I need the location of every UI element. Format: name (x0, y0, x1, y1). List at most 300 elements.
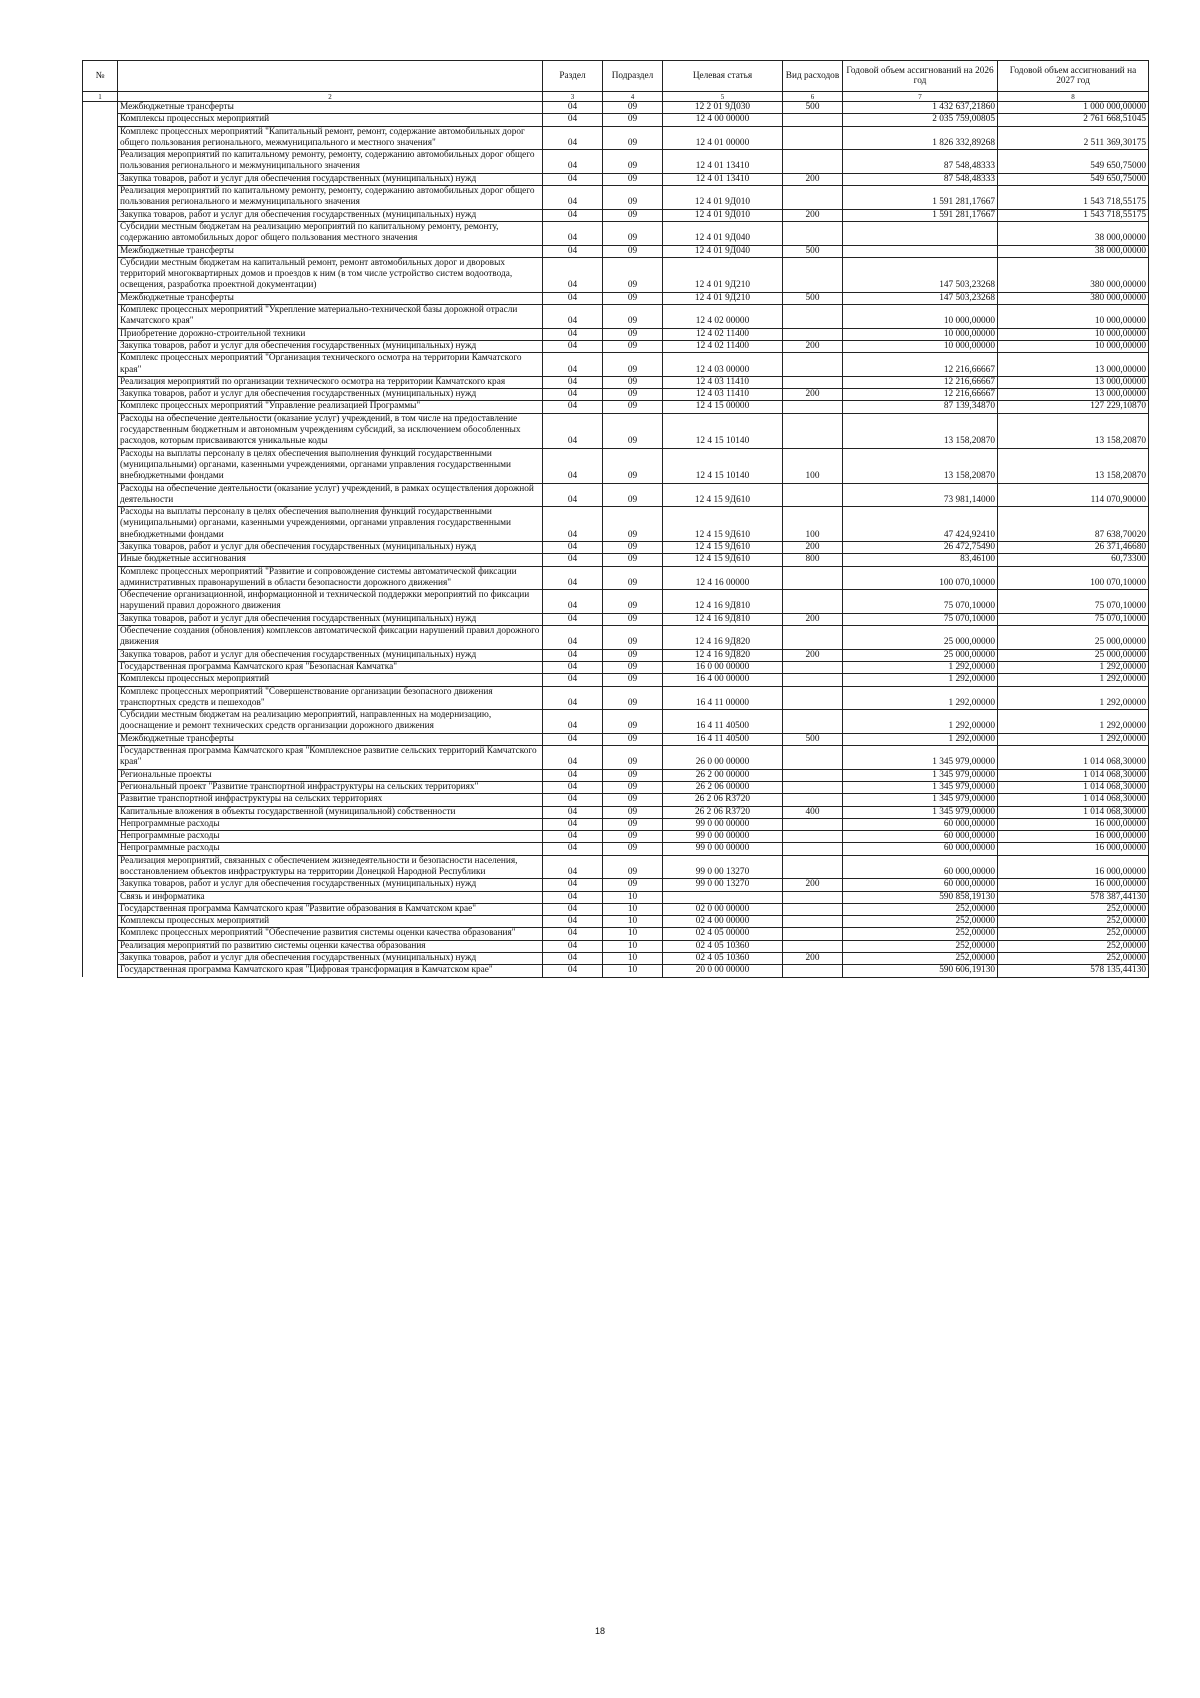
table-row (83, 940, 1149, 952)
table-row (83, 340, 1149, 352)
row-podrazdel-cell: 09 (603, 613, 663, 625)
row-amount-2026-cell: 83,46100 (843, 554, 998, 566)
row-amount-2026-cell: 147 503,23268 (843, 257, 998, 292)
row-amount-2027-cell: 75 070,10000 (998, 590, 1149, 614)
table-row (83, 376, 1149, 388)
row-podrazdel-cell: 09 (603, 353, 663, 377)
row-number-cell (83, 686, 118, 710)
row-name-cell: Капитальные вложения в объекты государственной (муниципальной) собственности (118, 806, 543, 818)
row-tselevaya-statya-cell: 12 4 03 11410 (663, 389, 783, 401)
table-row (83, 733, 1149, 745)
row-number-cell (83, 186, 118, 210)
row-vid-raskhodov-cell (783, 328, 843, 340)
row-vid-raskhodov-cell (783, 626, 843, 650)
row-tselevaya-statya-cell: 16 4 11 40500 (663, 710, 783, 734)
row-vid-raskhodov-cell (783, 566, 843, 590)
row-amount-2026-cell: 1 432 637,21860 (843, 102, 998, 114)
row-vid-raskhodov-cell: 200 (783, 953, 843, 965)
header-row (83, 61, 1149, 92)
row-amount-2027-cell: 16 000,00000 (998, 831, 1149, 843)
row-name-cell: Развитие транспортной инфраструктуры на сельских территориях (118, 794, 543, 806)
table-row (83, 855, 1149, 879)
row-number-cell (83, 507, 118, 542)
table-row (83, 746, 1149, 770)
row-vid-raskhodov-cell (783, 746, 843, 770)
row-razdel-cell: 04 (543, 733, 603, 745)
col-header-2027: Годовой объем ассигнований на 2027 год (998, 61, 1149, 92)
row-podrazdel-cell: 09 (603, 843, 663, 855)
row-number-cell (83, 674, 118, 686)
row-amount-2026-cell: 590 858,19130 (843, 891, 998, 903)
row-name-cell: Закупка товаров, работ и услуг для обеспечения государственных (муниципальных) нужд (118, 209, 543, 221)
row-tselevaya-statya-cell: 02 4 05 10360 (663, 940, 783, 952)
row-name-cell: Расходы на выплаты персоналу в целях обеспечения выполнения функций государственными (муниципальными) органами, казенными учреждениями, органами управления государственными внебюджетными фондами (118, 448, 543, 483)
row-podrazdel-cell: 09 (603, 831, 663, 843)
row-podrazdel-cell: 09 (603, 710, 663, 734)
row-razdel-cell: 04 (543, 221, 603, 245)
row-amount-2026-cell: 100 070,10000 (843, 566, 998, 590)
row-number-cell (83, 401, 118, 413)
row-vid-raskhodov-cell (783, 916, 843, 928)
table-row (83, 554, 1149, 566)
row-number-cell (83, 613, 118, 625)
col-number-8: 8 (998, 92, 1149, 102)
table-row (83, 126, 1149, 150)
row-tselevaya-statya-cell: 99 0 00 00000 (663, 831, 783, 843)
row-amount-2027-cell: 1 292,00000 (998, 710, 1149, 734)
row-razdel-cell: 04 (543, 340, 603, 352)
row-number-cell (83, 566, 118, 590)
row-amount-2027-cell: 1 543 718,55175 (998, 186, 1149, 210)
row-razdel-cell: 04 (543, 903, 603, 915)
row-podrazdel-cell: 09 (603, 413, 663, 448)
row-amount-2026-cell: 12 216,66667 (843, 376, 998, 388)
row-amount-2026-cell: 60 000,00000 (843, 843, 998, 855)
row-tselevaya-statya-cell: 12 4 15 9Д610 (663, 507, 783, 542)
row-tselevaya-statya-cell: 12 4 16 9Д820 (663, 626, 783, 650)
row-podrazdel-cell: 09 (603, 661, 663, 673)
row-number-cell (83, 746, 118, 770)
row-podrazdel-cell: 09 (603, 221, 663, 245)
row-podrazdel-cell: 09 (603, 186, 663, 210)
row-amount-2027-cell: 16 000,00000 (998, 818, 1149, 830)
row-vid-raskhodov-cell (783, 483, 843, 507)
row-amount-2026-cell: 1 345 979,00000 (843, 746, 998, 770)
row-vid-raskhodov-cell: 800 (783, 554, 843, 566)
row-razdel-cell: 04 (543, 328, 603, 340)
table-row (83, 916, 1149, 928)
row-name-cell: Реализация мероприятий, связанных с обеспечением жизнедеятельности и безопасности населения, восстановлением объектов инфраструктуры на территории Донецкой Народной Республики (118, 855, 543, 879)
row-razdel-cell: 04 (543, 507, 603, 542)
row-amount-2026-cell: 47 424,92410 (843, 507, 998, 542)
row-amount-2027-cell: 13 158,20870 (998, 413, 1149, 448)
row-vid-raskhodov-cell (783, 781, 843, 793)
row-podrazdel-cell: 09 (603, 806, 663, 818)
row-razdel-cell: 04 (543, 483, 603, 507)
row-name-cell: Обеспечение создания (обновления) комплексов автоматической фиксации нарушений правил дорожного движения (118, 626, 543, 650)
row-tselevaya-statya-cell: 12 4 16 9Д810 (663, 590, 783, 614)
row-amount-2027-cell: 60,73300 (998, 554, 1149, 566)
row-amount-2026-cell: 60 000,00000 (843, 855, 998, 879)
row-amount-2026-cell: 12 216,66667 (843, 353, 998, 377)
row-tselevaya-statya-cell: 12 4 01 9Д210 (663, 257, 783, 292)
row-podrazdel-cell: 09 (603, 566, 663, 590)
row-number-cell (83, 928, 118, 940)
row-vid-raskhodov-cell (783, 114, 843, 126)
row-amount-2027-cell: 2 511 369,30175 (998, 126, 1149, 150)
row-amount-2026-cell: 2 035 759,00805 (843, 114, 998, 126)
row-amount-2027-cell: 1 014 068,30000 (998, 769, 1149, 781)
table-row (83, 965, 1149, 977)
table-row (83, 541, 1149, 553)
row-name-cell: Расходы на выплаты персоналу в целях обеспечения выполнения функций государственными (муниципальными) органами, казенными учреждениями, органами управления государственными внебюджетными фондами (118, 507, 543, 542)
row-number-cell (83, 855, 118, 879)
row-amount-2027-cell: 252,00000 (998, 953, 1149, 965)
row-vid-raskhodov-cell (783, 353, 843, 377)
col-header-number: № (83, 61, 118, 92)
row-name-cell: Комплекс процессных мероприятий "Укрепление материально-технической базы дорожной отрасли Камчатского края" (118, 305, 543, 329)
row-name-cell: Иные бюджетные ассигнования (118, 554, 543, 566)
row-tselevaya-statya-cell: 02 4 05 10360 (663, 953, 783, 965)
row-podrazdel-cell: 09 (603, 305, 663, 329)
table-row (83, 413, 1149, 448)
table-row (83, 245, 1149, 257)
table-row (83, 448, 1149, 483)
row-tselevaya-statya-cell: 12 4 15 9Д610 (663, 541, 783, 553)
row-vid-raskhodov-cell: 500 (783, 292, 843, 304)
row-amount-2027-cell: 1 014 068,30000 (998, 781, 1149, 793)
row-tselevaya-statya-cell: 12 4 01 9Д040 (663, 221, 783, 245)
row-razdel-cell: 04 (543, 541, 603, 553)
row-number-cell (83, 794, 118, 806)
row-number-cell (83, 173, 118, 185)
row-razdel-cell: 04 (543, 916, 603, 928)
row-amount-2026-cell: 87 139,34870 (843, 401, 998, 413)
row-amount-2026-cell: 60 000,00000 (843, 831, 998, 843)
table-row (83, 292, 1149, 304)
table-row (83, 221, 1149, 245)
row-amount-2027-cell: 10 000,00000 (998, 305, 1149, 329)
table-row (83, 257, 1149, 292)
row-name-cell: Непрограммные расходы (118, 843, 543, 855)
table-row (83, 794, 1149, 806)
row-razdel-cell: 04 (543, 114, 603, 126)
row-name-cell: Приобретение дорожно-строительной техники (118, 328, 543, 340)
col-header-razdel: Раздел (543, 61, 603, 92)
row-name-cell: Комплекс процессных мероприятий "Совершенствование организации безопасного движения транспортных средств и пешеходов" (118, 686, 543, 710)
row-amount-2026-cell: 1 292,00000 (843, 733, 998, 745)
row-amount-2026-cell: 10 000,00000 (843, 305, 998, 329)
row-number-cell (83, 769, 118, 781)
row-tselevaya-statya-cell: 99 0 00 00000 (663, 818, 783, 830)
row-razdel-cell: 04 (543, 292, 603, 304)
row-number-cell (83, 541, 118, 553)
row-podrazdel-cell: 09 (603, 649, 663, 661)
row-name-cell: Межбюджетные трансферты (118, 245, 543, 257)
page-number: 18 (594, 1626, 605, 1636)
row-razdel-cell: 04 (543, 769, 603, 781)
row-podrazdel-cell: 10 (603, 916, 663, 928)
row-vid-raskhodov-cell (783, 126, 843, 150)
row-vid-raskhodov-cell: 200 (783, 613, 843, 625)
row-tselevaya-statya-cell: 12 4 01 9Д040 (663, 245, 783, 257)
row-name-cell: Закупка товаров, работ и услуг для обеспечения государственных (муниципальных) нужд (118, 649, 543, 661)
row-amount-2027-cell: 26 371,46680 (998, 541, 1149, 553)
table-row (83, 674, 1149, 686)
row-razdel-cell: 04 (543, 965, 603, 977)
row-tselevaya-statya-cell: 12 4 03 11410 (663, 376, 783, 388)
row-razdel-cell: 04 (543, 879, 603, 891)
row-razdel-cell: 04 (543, 831, 603, 843)
row-name-cell: Субсидии местным бюджетам на реализацию мероприятий по капитальному ремонту, ремонту, содержанию автомобильных дорог общего пользования местного значения (118, 221, 543, 245)
row-number-cell (83, 328, 118, 340)
row-vid-raskhodov-cell (783, 965, 843, 977)
row-razdel-cell: 04 (543, 710, 603, 734)
col-number-7: 7 (843, 92, 998, 102)
row-tselevaya-statya-cell: 12 4 15 00000 (663, 401, 783, 413)
row-vid-raskhodov-cell (783, 150, 843, 174)
row-amount-2027-cell: 10 000,00000 (998, 340, 1149, 352)
table-row (83, 781, 1149, 793)
row-razdel-cell: 04 (543, 126, 603, 150)
row-tselevaya-statya-cell: 12 4 15 9Д610 (663, 483, 783, 507)
table-row (83, 769, 1149, 781)
row-razdel-cell: 04 (543, 940, 603, 952)
row-amount-2026-cell: 1 292,00000 (843, 661, 998, 673)
row-razdel-cell: 04 (543, 245, 603, 257)
row-name-cell: Расходы на обеспечение деятельности (оказание услуг) учреждений, в том числе на предоставление государственным бюджетным и автономным учреждениям субсидий, за исключением обособленных расходов, которым присваиваются уникальные коды (118, 413, 543, 448)
row-number-cell (83, 353, 118, 377)
row-podrazdel-cell: 09 (603, 173, 663, 185)
row-tselevaya-statya-cell: 20 0 00 00000 (663, 965, 783, 977)
row-name-cell: Закупка товаров, работ и услуг для обеспечения государственных (муниципальных) нужд (118, 389, 543, 401)
row-amount-2026-cell: 1 826 332,89268 (843, 126, 998, 150)
row-amount-2027-cell: 1 014 068,30000 (998, 806, 1149, 818)
row-amount-2026-cell: 1 345 979,00000 (843, 781, 998, 793)
row-amount-2027-cell: 549 650,75000 (998, 150, 1149, 174)
row-tselevaya-statya-cell: 12 4 01 13410 (663, 173, 783, 185)
row-number-cell (83, 448, 118, 483)
row-razdel-cell: 04 (543, 102, 603, 114)
row-name-cell: Реализация мероприятий по капитальному ремонту, ремонту, содержанию автомобильных дорог общего пользования регионального и межмуниципального значения (118, 150, 543, 174)
row-tselevaya-statya-cell: 16 4 00 00000 (663, 674, 783, 686)
row-podrazdel-cell: 09 (603, 507, 663, 542)
row-amount-2026-cell: 13 158,20870 (843, 413, 998, 448)
row-vid-raskhodov-cell: 200 (783, 209, 843, 221)
table-row (83, 102, 1149, 114)
row-amount-2027-cell: 380 000,00000 (998, 257, 1149, 292)
row-amount-2027-cell: 114 070,90000 (998, 483, 1149, 507)
budget-table (82, 60, 1149, 978)
table-row (83, 879, 1149, 891)
row-tselevaya-statya-cell: 12 4 00 00000 (663, 114, 783, 126)
row-tselevaya-statya-cell: 16 0 00 00000 (663, 661, 783, 673)
row-number-cell (83, 590, 118, 614)
row-tselevaya-statya-cell: 16 4 11 40500 (663, 733, 783, 745)
row-tselevaya-statya-cell: 99 0 00 13270 (663, 855, 783, 879)
row-name-cell: Закупка товаров, работ и услуг для обеспечения государственных (муниципальных) нужд (118, 879, 543, 891)
col-header-name (118, 61, 543, 92)
row-vid-raskhodov-cell (783, 769, 843, 781)
row-amount-2027-cell: 1 000 000,00000 (998, 102, 1149, 114)
budget-table-sheet (82, 60, 1148, 978)
row-amount-2027-cell: 16 000,00000 (998, 855, 1149, 879)
row-vid-raskhodov-cell: 200 (783, 879, 843, 891)
row-amount-2026-cell: 13 158,20870 (843, 448, 998, 483)
row-vid-raskhodov-cell (783, 376, 843, 388)
row-name-cell: Региональный проект "Развитие транспортной инфраструктуры на сельских территориях" (118, 781, 543, 793)
row-number-cell (83, 831, 118, 843)
row-tselevaya-statya-cell: 12 4 01 9Д010 (663, 209, 783, 221)
row-vid-raskhodov-cell (783, 903, 843, 915)
row-tselevaya-statya-cell: 99 0 00 00000 (663, 843, 783, 855)
row-razdel-cell: 04 (543, 746, 603, 770)
row-amount-2026-cell: 26 472,75490 (843, 541, 998, 553)
row-vid-raskhodov-cell (783, 401, 843, 413)
row-vid-raskhodov-cell (783, 891, 843, 903)
row-vid-raskhodov-cell: 200 (783, 541, 843, 553)
row-razdel-cell: 04 (543, 953, 603, 965)
row-razdel-cell: 04 (543, 674, 603, 686)
column-number-row (83, 92, 1149, 102)
row-amount-2027-cell: 13 000,00000 (998, 389, 1149, 401)
row-number-cell (83, 389, 118, 401)
row-amount-2026-cell: 1 591 281,17667 (843, 209, 998, 221)
row-name-cell: Субсидии местным бюджетам на реализацию мероприятий, направленных на модернизацию, дооснащение и ремонт технических средств организации дорожного движения (118, 710, 543, 734)
row-amount-2027-cell: 1 292,00000 (998, 733, 1149, 745)
row-tselevaya-statya-cell: 26 2 06 R3720 (663, 794, 783, 806)
row-number-cell (83, 916, 118, 928)
row-amount-2027-cell: 1 292,00000 (998, 686, 1149, 710)
row-amount-2027-cell: 380 000,00000 (998, 292, 1149, 304)
row-number-cell (83, 953, 118, 965)
row-name-cell: Межбюджетные трансферты (118, 102, 543, 114)
row-razdel-cell: 04 (543, 843, 603, 855)
row-podrazdel-cell: 09 (603, 245, 663, 257)
row-tselevaya-statya-cell: 12 4 16 9Д820 (663, 649, 783, 661)
table-row (83, 843, 1149, 855)
row-podrazdel-cell: 10 (603, 903, 663, 915)
row-name-cell: Комплекс процессных мероприятий "Капитальный ремонт, ремонт, содержание автомобильных дорог общего пользования регионального, межмуниципального и местного значения" (118, 126, 543, 150)
row-tselevaya-statya-cell: 12 2 01 9Д030 (663, 102, 783, 114)
row-number-cell (83, 710, 118, 734)
row-podrazdel-cell: 09 (603, 554, 663, 566)
row-podrazdel-cell: 10 (603, 928, 663, 940)
row-podrazdel-cell: 09 (603, 769, 663, 781)
row-amount-2027-cell: 75 070,10000 (998, 613, 1149, 625)
row-tselevaya-statya-cell: 12 4 02 00000 (663, 305, 783, 329)
row-razdel-cell: 04 (543, 448, 603, 483)
row-podrazdel-cell: 09 (603, 340, 663, 352)
row-razdel-cell: 04 (543, 186, 603, 210)
row-razdel-cell: 04 (543, 389, 603, 401)
row-amount-2027-cell: 25 000,00000 (998, 649, 1149, 661)
row-name-cell: Комплексы процессных мероприятий (118, 916, 543, 928)
row-vid-raskhodov-cell (783, 590, 843, 614)
row-number-cell (83, 781, 118, 793)
row-vid-raskhodov-cell (783, 843, 843, 855)
row-amount-2026-cell: 12 216,66667 (843, 389, 998, 401)
row-number-cell (83, 733, 118, 745)
col-number-1: 1 (83, 92, 118, 102)
row-tselevaya-statya-cell: 12 4 01 13410 (663, 150, 783, 174)
row-razdel-cell: 04 (543, 353, 603, 377)
row-razdel-cell: 04 (543, 855, 603, 879)
table-row (83, 150, 1149, 174)
row-razdel-cell: 04 (543, 376, 603, 388)
row-podrazdel-cell: 09 (603, 292, 663, 304)
row-number-cell (83, 126, 118, 150)
row-tselevaya-statya-cell: 26 0 00 00000 (663, 746, 783, 770)
row-amount-2026-cell: 1 292,00000 (843, 710, 998, 734)
row-amount-2026-cell: 73 981,14000 (843, 483, 998, 507)
row-name-cell: Связь и информатика (118, 891, 543, 903)
row-name-cell: Закупка товаров, работ и услуг для обеспечения государственных (муниципальных) нужд (118, 173, 543, 185)
row-vid-raskhodov-cell: 500 (783, 102, 843, 114)
row-amount-2027-cell: 1 014 068,30000 (998, 746, 1149, 770)
row-number-cell (83, 221, 118, 245)
row-name-cell: Государственная программа Камчатского края "Цифровая трансформация в Камчатском крае" (118, 965, 543, 977)
row-amount-2027-cell: 13 000,00000 (998, 376, 1149, 388)
row-amount-2026-cell: 75 070,10000 (843, 590, 998, 614)
table-row (83, 613, 1149, 625)
row-vid-raskhodov-cell: 500 (783, 245, 843, 257)
row-name-cell: Закупка товаров, работ и услуг для обеспечения государственных (муниципальных) нужд (118, 340, 543, 352)
row-tselevaya-statya-cell: 12 4 01 9Д210 (663, 292, 783, 304)
row-vid-raskhodov-cell (783, 305, 843, 329)
row-tselevaya-statya-cell (663, 891, 783, 903)
row-amount-2026-cell: 87 548,48333 (843, 173, 998, 185)
row-number-cell (83, 340, 118, 352)
row-vid-raskhodov-cell (783, 928, 843, 940)
row-razdel-cell: 04 (543, 649, 603, 661)
row-amount-2026-cell: 252,00000 (843, 953, 998, 965)
row-amount-2027-cell: 1 543 718,55175 (998, 209, 1149, 221)
row-tselevaya-statya-cell: 12 4 15 9Д610 (663, 554, 783, 566)
row-podrazdel-cell: 10 (603, 891, 663, 903)
row-tselevaya-statya-cell: 12 4 15 10140 (663, 413, 783, 448)
row-amount-2026-cell: 1 345 979,00000 (843, 794, 998, 806)
row-razdel-cell: 04 (543, 554, 603, 566)
row-name-cell: Закупка товаров, работ и услуг для обеспечения государственных (муниципальных) нужд (118, 613, 543, 625)
row-amount-2027-cell: 16 000,00000 (998, 879, 1149, 891)
row-podrazdel-cell: 09 (603, 102, 663, 114)
row-number-cell (83, 965, 118, 977)
table-row (83, 353, 1149, 377)
row-razdel-cell: 04 (543, 257, 603, 292)
row-razdel-cell: 04 (543, 794, 603, 806)
table-row (83, 507, 1149, 542)
row-amount-2026-cell: 252,00000 (843, 940, 998, 952)
row-name-cell: Государственная программа Камчатского края "Безопасная Камчатка" (118, 661, 543, 673)
row-vid-raskhodov-cell (783, 221, 843, 245)
row-amount-2026-cell: 60 000,00000 (843, 818, 998, 830)
row-vid-raskhodov-cell (783, 257, 843, 292)
col-number-5: 5 (663, 92, 783, 102)
row-podrazdel-cell: 09 (603, 483, 663, 507)
row-amount-2027-cell: 13 000,00000 (998, 353, 1149, 377)
row-number-cell (83, 903, 118, 915)
col-header-vid-raskhodov: Вид расходов (783, 61, 843, 92)
row-amount-2026-cell: 75 070,10000 (843, 613, 998, 625)
row-amount-2026-cell: 590 606,19130 (843, 965, 998, 977)
row-podrazdel-cell: 09 (603, 879, 663, 891)
row-number-cell (83, 554, 118, 566)
row-name-cell: Комплексы процессных мероприятий (118, 674, 543, 686)
row-razdel-cell: 04 (543, 661, 603, 673)
col-number-6: 6 (783, 92, 843, 102)
table-row (83, 649, 1149, 661)
